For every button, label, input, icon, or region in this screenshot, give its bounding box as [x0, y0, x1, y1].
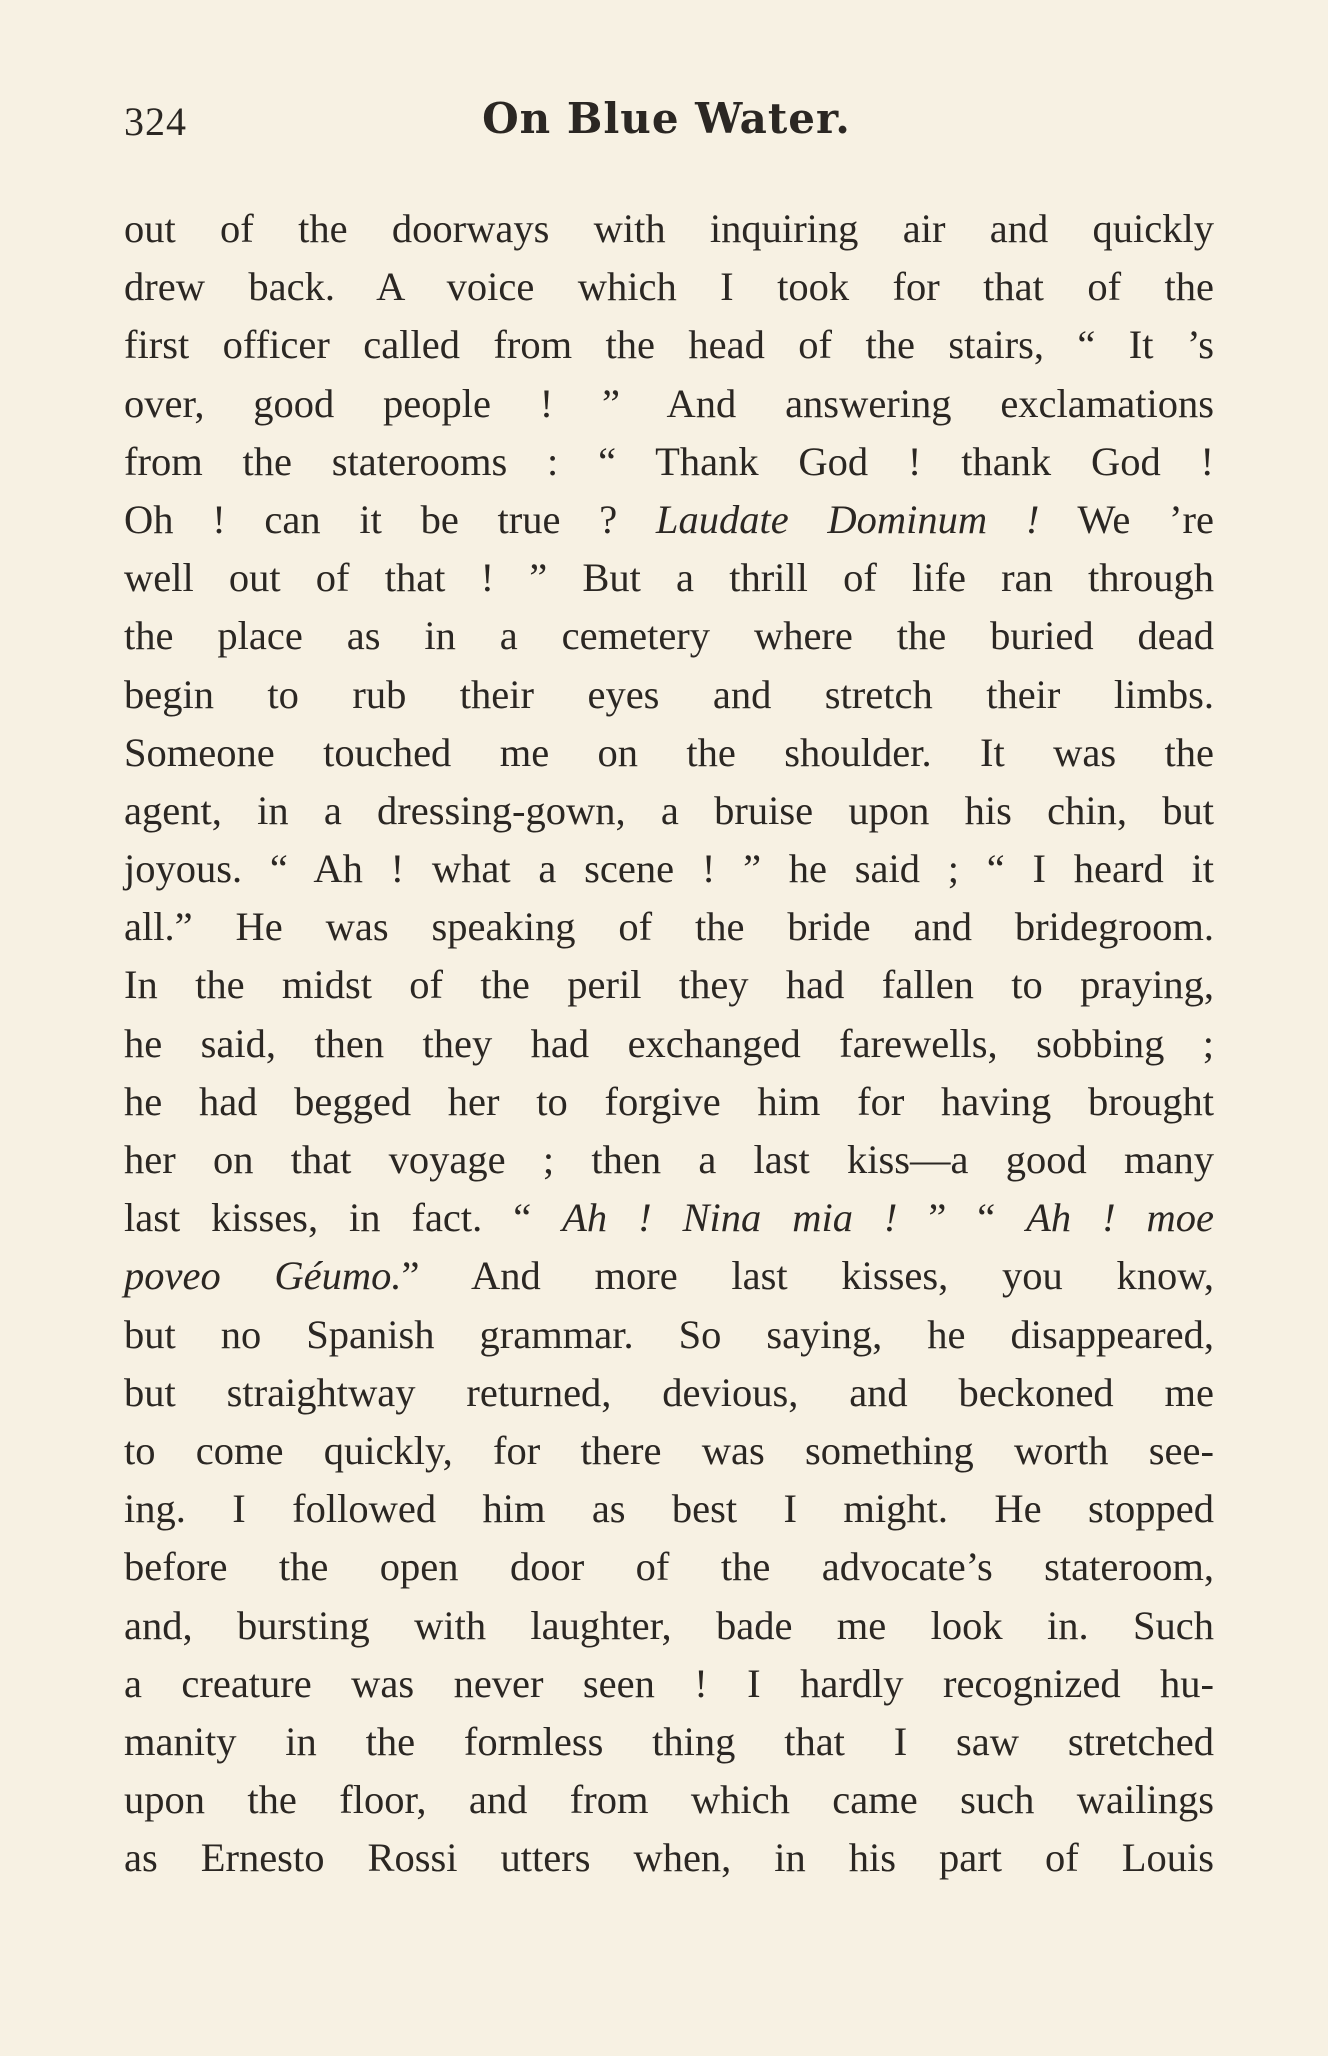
text-segment: over, good people ! ” And answering exclamations [124, 380, 1214, 426]
text-line [124, 1364, 1214, 1422]
text-segment: last kisses, in fact. “ [124, 1195, 563, 1241]
text-segment: upon the floor, and from which came such wailings [124, 1777, 1214, 1823]
text-segment: drew back. A voice which I took for that of the [124, 264, 1214, 310]
text-line [124, 1189, 1214, 1247]
text-segment: out of the doorways with inquiring air and quickly [124, 206, 1214, 251]
text-segment: well out of that ! ” But a thrill of life ran through [124, 555, 1214, 601]
text-line [124, 724, 1214, 782]
text-segment: We ’re [1039, 496, 1214, 542]
text-line [124, 1480, 1214, 1538]
text-line [124, 898, 1214, 956]
text-line [124, 666, 1214, 724]
text-line [124, 433, 1214, 491]
text-line [124, 1306, 1214, 1364]
text-line [124, 1829, 1214, 1887]
text-line [124, 782, 1214, 840]
text-segment: a creature was never seen ! I hardly recognized hu- [124, 1660, 1214, 1706]
text-line [124, 375, 1214, 433]
text-segment: to come quickly, for there was something worth see- [124, 1427, 1214, 1473]
text-line [124, 1655, 1214, 1713]
text-line [124, 840, 1214, 898]
text-segment: first officer called from the head of the stairs, “ It ’s [124, 322, 1214, 368]
text-segment: and, bursting with laughter, bade me look in. Such [124, 1602, 1214, 1648]
text-line [124, 956, 1214, 1014]
text-line [124, 1073, 1214, 1131]
text-segment: from the staterooms : “ Thank God ! thank God ! [124, 438, 1214, 484]
body-text [124, 200, 1214, 1887]
text-segment: but no Spanish grammar. So saying, he disappeared, [124, 1311, 1214, 1357]
text-segment: her on that voyage ; then a last kiss—a good many [124, 1137, 1214, 1182]
text-line [124, 1538, 1214, 1596]
text-line [124, 607, 1214, 665]
text-segment: agent, in a dressing-gown, a bruise upon his chin, but [124, 787, 1214, 833]
italic-segment: Ah ! Nina mia ! [562, 1195, 898, 1241]
text-segment: he had begged her to forgive him for having brought [124, 1078, 1214, 1124]
running-head [124, 94, 1209, 158]
italic-segment: Laudate Dominum ! [655, 496, 1040, 542]
text-segment: begin to rub their eyes and stretch their limbs. [124, 671, 1214, 717]
text-segment: all.” He was speaking of the bride and bridegroom. [124, 904, 1214, 950]
text-segment: before the open door of the advocate’s stateroom, [124, 1544, 1214, 1590]
text-segment: as Ernesto Rossi utters when, in his part of Louis [124, 1835, 1214, 1881]
text-line [124, 491, 1214, 549]
text-line [124, 1015, 1214, 1073]
running-title: On Blue Water. [482, 94, 851, 143]
text-line [124, 200, 1214, 258]
italic-segment: poveo Géumo. [124, 1253, 402, 1299]
text-line [124, 1597, 1214, 1655]
text-line [124, 1131, 1214, 1189]
text-segment: the place as in a cemetery where the buried dead [124, 613, 1214, 659]
page-number: 324 [124, 99, 187, 144]
italic-segment: Ah ! moe [1026, 1195, 1215, 1241]
text-segment: ” And more last kisses, you know, [401, 1253, 1214, 1299]
text-line [124, 1771, 1214, 1829]
text-line [124, 1422, 1214, 1480]
text-line [124, 1713, 1214, 1771]
text-line [124, 258, 1214, 316]
text-segment: ing. I followed him as best I might. He stopped [124, 1486, 1214, 1532]
text-segment: but straightway returned, devious, and beckoned me [124, 1369, 1214, 1415]
text-line [124, 549, 1214, 607]
text-segment: manity in the formless thing that I saw stretched [124, 1718, 1214, 1764]
text-line [124, 1247, 1214, 1305]
text-segment: Oh ! can it be true ? [124, 496, 656, 542]
text-segment: he said, then they had exchanged farewells, sobbing ; [124, 1020, 1214, 1066]
text-segment: joyous. “ Ah ! what a scene ! ” he said ; “ I heard it [124, 846, 1214, 892]
text-segment: Someone touched me on the shoulder. It was the [124, 729, 1214, 775]
text-segment: ” “ [897, 1195, 1027, 1241]
text-segment: In the midst of the peril they had fallen to praying, [124, 962, 1214, 1008]
text-line [124, 316, 1214, 374]
